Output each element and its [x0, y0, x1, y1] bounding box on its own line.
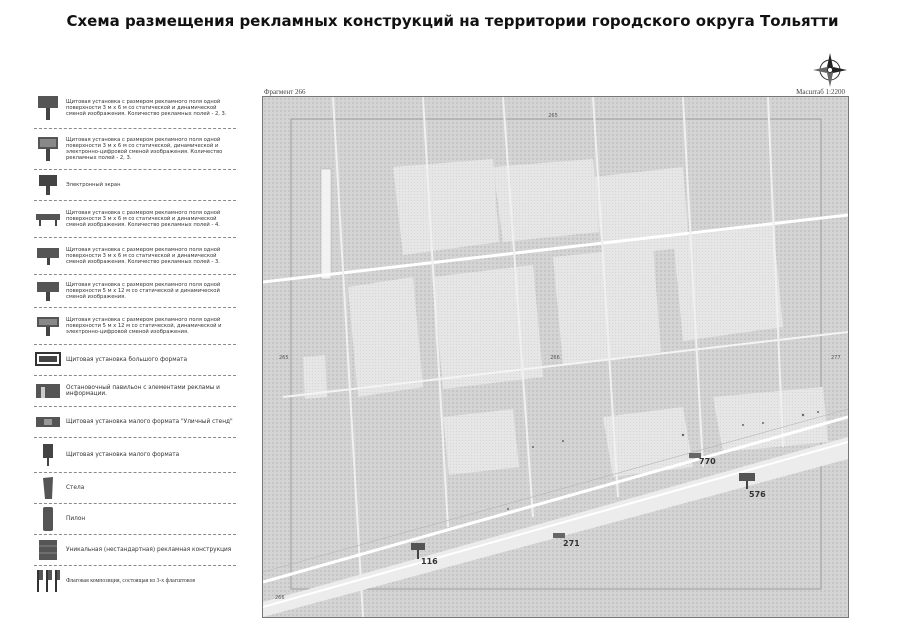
legend: [34, 88, 236, 596]
neighbor-label-top: 265: [548, 113, 558, 119]
legend-text: Щитовая установка с размером рекламного поля одной поверхности 3 м х 6 м со статической, динамической и электронно-цифровой сменой изображения. Количество рекламных полей - 2, 3.: [66, 137, 223, 161]
pylon-icon: [34, 506, 62, 532]
billboard-3x6-icon: [34, 95, 62, 121]
legend-text: Флаговая композиция, состоящая из 3-х флагштоков: [66, 578, 196, 584]
legend-text: Щитовая установка с размером рекламного поля одной поверхности 5 м х 12 м со статической, динамической и электронно-цифровой сменой изображения.: [66, 317, 222, 335]
map-canvas[interactable]: [262, 96, 849, 618]
compass-rose-icon: [812, 52, 848, 88]
legend-text: Остановочный павильон с элементами рекламы и информации.: [66, 385, 220, 397]
neighbor-label-center: 266: [550, 355, 560, 361]
large-billboard-icon: [34, 351, 62, 369]
legend-item: [34, 129, 236, 170]
legend-item: [34, 170, 236, 201]
legend-item: [34, 238, 236, 275]
marker-label: 116: [421, 557, 438, 566]
billboard-3x6-four-sides-icon: [34, 211, 62, 227]
legend-item: [34, 345, 236, 376]
legend-item: [34, 407, 236, 438]
scale-label: Масштаб 1:2200: [796, 88, 845, 96]
billboard-3x6-digital-icon: [34, 136, 62, 162]
legend-item: [34, 88, 236, 129]
marker-label: 271: [563, 539, 580, 548]
legend-text: Уникальная (нестандартная) рекламная конструкция: [66, 547, 232, 553]
electronic-screen-icon: [34, 174, 62, 196]
billboard-3x6-three-sides-icon: [34, 246, 62, 266]
legend-text: Пилон: [66, 516, 86, 522]
legend-item: [34, 275, 236, 308]
stela-icon: [34, 476, 62, 500]
legend-item: [34, 566, 236, 596]
legend-text: Щитовая установка малого формата "Уличный стенд": [66, 419, 233, 425]
legend-item: [34, 308, 236, 345]
legend-text: Щитовая установка с размером рекламного поля одной поверхности 3 м х 6 м со статической и динамической сменой изображения. Количество рекламных полей - 2, 3.: [66, 99, 227, 117]
legend-item: [34, 438, 236, 473]
street-stand-icon: [34, 415, 62, 429]
marker-label: 770: [699, 457, 716, 466]
legend-text: Щитовая установка с размером рекламного поля одной поверхности 3 м х 6 м со статической и динамической сменой изображения. Количество рекламных полей - 4.: [66, 210, 221, 228]
legend-text: Щитовая установка малого формата: [66, 452, 180, 458]
legend-item: [34, 473, 236, 504]
legend-text: Щитовая установка с размером рекламного поля одной поверхности 3 м х 6 м со статической и динамической сменой изображения. Количество рекламных полей - 3.: [66, 247, 221, 265]
legend-text: Щитовая установка большого формата: [66, 357, 188, 363]
legend-item: [34, 376, 236, 407]
legend-item: [34, 504, 236, 535]
neighbor-label-bottom-left: 266: [275, 595, 285, 601]
flag-composition-icon: [34, 568, 62, 594]
legend-text: Щитовая установка с размером рекламного поля одной поверхности 5 м х 12 м со статической и динамической сменой изображения.: [66, 282, 221, 300]
unique-structure-icon: [34, 539, 62, 561]
neighbor-label-right: 277: [831, 355, 841, 361]
billboard-5x12-icon: [34, 280, 62, 302]
marker-label: 576: [749, 490, 766, 499]
page-title: Схема размещения рекламных конструкций на территории городского округа Тольятти: [66, 12, 839, 30]
bus-stop-pavilion-icon: [34, 382, 62, 400]
legend-item: [34, 201, 236, 238]
billboard-5x12-digital-icon: [34, 315, 62, 337]
small-billboard-icon: [34, 443, 62, 467]
legend-text: Электронный экран: [66, 182, 121, 188]
legend-text: Стела: [66, 485, 85, 491]
neighbor-label-left: 265: [279, 355, 289, 361]
legend-item: [34, 535, 236, 566]
fragment-label: Фрагмент 266: [264, 88, 306, 96]
